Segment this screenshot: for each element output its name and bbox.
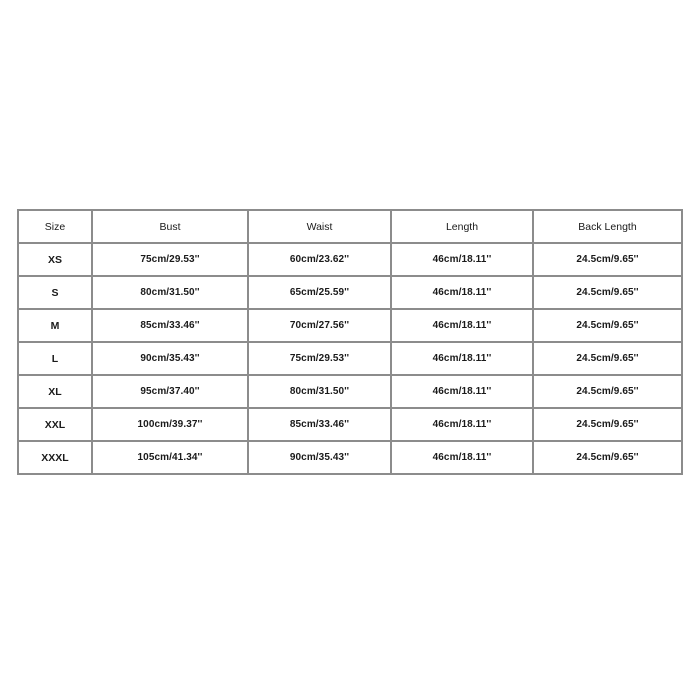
length-cell: 46cm/18.11''	[391, 309, 533, 342]
back-length-cell: 24.5cm/9.65''	[533, 375, 682, 408]
length-cell: 46cm/18.11''	[391, 375, 533, 408]
length-cell: 46cm/18.11''	[391, 408, 533, 441]
header-bust: Bust	[92, 210, 248, 243]
table-row	[18, 276, 682, 309]
header-size: Size	[18, 210, 92, 243]
back-length-cell: 24.5cm/9.65''	[533, 309, 682, 342]
bust-cell: 80cm/31.50''	[92, 276, 248, 309]
bust-cell: 85cm/33.46''	[92, 309, 248, 342]
back-length-cell: 24.5cm/9.65''	[533, 243, 682, 276]
bust-cell: 100cm/39.37''	[92, 408, 248, 441]
back-length-cell: 24.5cm/9.65''	[533, 342, 682, 375]
length-cell: 46cm/18.11''	[391, 243, 533, 276]
bust-cell: 75cm/29.53''	[92, 243, 248, 276]
waist-cell: 85cm/33.46''	[248, 408, 391, 441]
size-cell: XS	[18, 243, 92, 276]
back-length-cell: 24.5cm/9.65''	[533, 276, 682, 309]
waist-cell: 60cm/23.62''	[248, 243, 391, 276]
size-cell: XL	[18, 375, 92, 408]
table-row	[18, 441, 682, 474]
table-row	[18, 375, 682, 408]
waist-cell: 65cm/25.59''	[248, 276, 391, 309]
table-row	[18, 309, 682, 342]
length-cell: 46cm/18.11''	[391, 276, 533, 309]
header-length: Length	[391, 210, 533, 243]
table-row	[18, 243, 682, 276]
table-row	[18, 408, 682, 441]
bust-cell: 105cm/41.34''	[92, 441, 248, 474]
waist-cell: 75cm/29.53''	[248, 342, 391, 375]
waist-cell: 80cm/31.50''	[248, 375, 391, 408]
size-cell: M	[18, 309, 92, 342]
waist-cell: 70cm/27.56''	[248, 309, 391, 342]
bust-cell: 90cm/35.43''	[92, 342, 248, 375]
size-cell: XXXL	[18, 441, 92, 474]
length-cell: 46cm/18.11''	[391, 342, 533, 375]
back-length-cell: 24.5cm/9.65''	[533, 408, 682, 441]
waist-cell: 90cm/35.43''	[248, 441, 391, 474]
back-length-cell: 24.5cm/9.65''	[533, 441, 682, 474]
header-waist: Waist	[248, 210, 391, 243]
bust-cell: 95cm/37.40''	[92, 375, 248, 408]
size-cell: XXL	[18, 408, 92, 441]
table-header-row	[18, 210, 682, 243]
header-back-length: Back Length	[533, 210, 682, 243]
size-cell: L	[18, 342, 92, 375]
length-cell: 46cm/18.11''	[391, 441, 533, 474]
size-chart-table	[17, 209, 683, 475]
size-cell: S	[18, 276, 92, 309]
table-row	[18, 342, 682, 375]
